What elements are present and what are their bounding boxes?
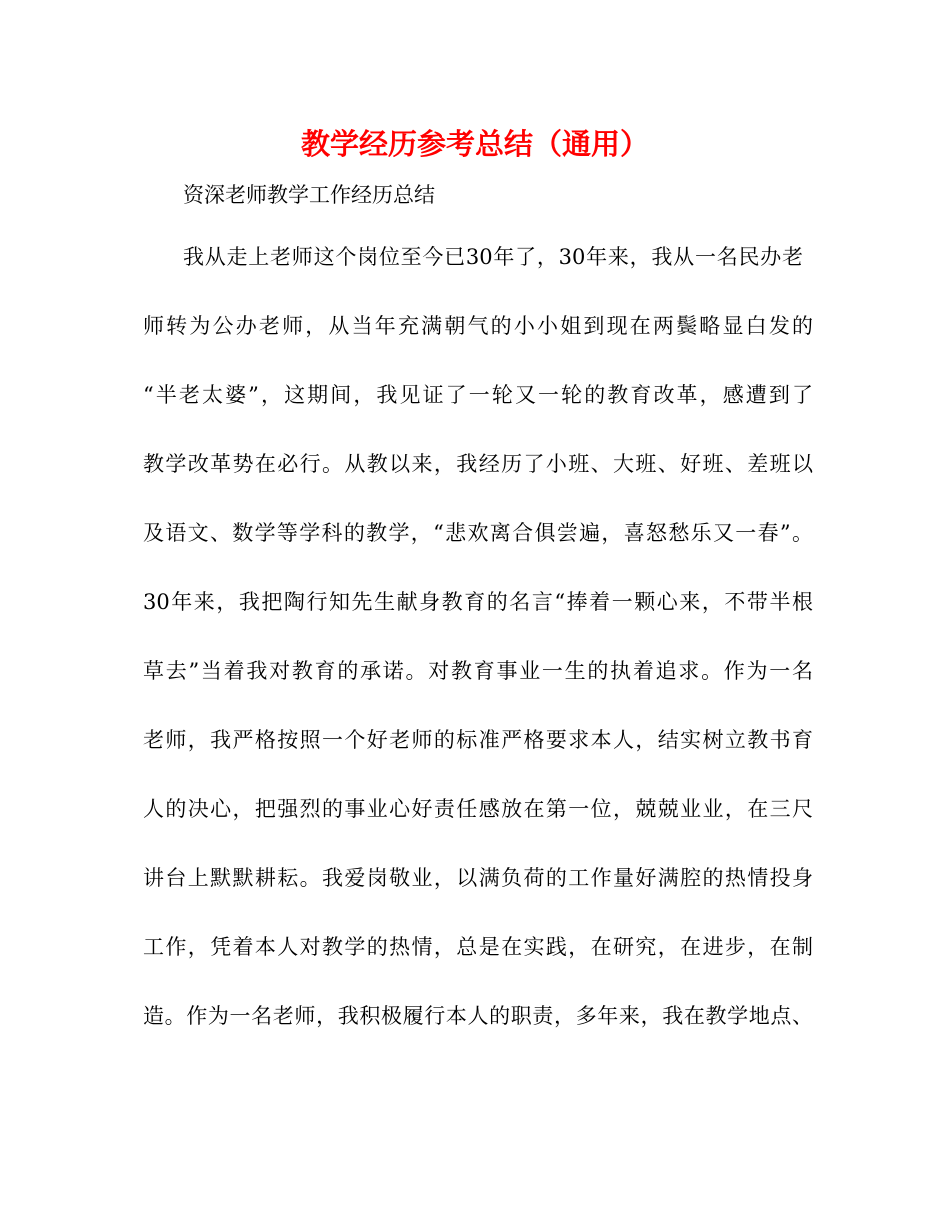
paragraph-line: 老师，我严格按照一个好老师的标准严格要求本人，结实树立教书育: [143, 728, 813, 752]
paragraph-line: 师转为公办老师，从当年充满朝气的小小姐到现在两鬓略显白发的: [143, 314, 813, 338]
paragraph-line: 30年来，我把陶行知先生献身教育的名言“捧着一颗心来，不带半根: [143, 590, 813, 614]
paragraph-line: 工作，凭着本人对教学的热情，总是在实践，在研究，在进步，在制: [143, 935, 813, 959]
paragraph-line: 教学改革势在必行。从教以来，我经历了小班、大班、好班、差班以: [143, 452, 813, 476]
paragraph-line: “半老太婆”，这期间，我见证了一轮又一轮的教育改革，感遭到了: [143, 383, 813, 407]
paragraph-line: 讲台上默默耕耘。我爱岗敬业，以满负荷的工作量好满腔的热情投身: [143, 866, 813, 890]
paragraph-line: 人的决心，把强烈的事业心好责任感放在第一位，兢兢业业，在三尺: [143, 797, 813, 821]
document-title: 教学经历参考总结（通用）: [300, 127, 649, 161]
paragraph-line: 及语文、数学等学科的教学，“悲欢离合俱尝遍，喜怒愁乐又一春”。: [143, 521, 813, 545]
document-subtitle: 资深老师教学工作经历总结: [183, 183, 435, 207]
paragraph-line: 造。作为一名老师，我积极履行本人的职责，多年来，我在教学地点、: [143, 1004, 813, 1028]
paragraph-line: 我从走上老师这个岗位至今已30年了，30年来，我从一名民办老: [183, 245, 803, 269]
paragraph-line: 草去”当着我对教育的承诺。对教育事业一生的执着追求。作为一名: [143, 659, 813, 683]
